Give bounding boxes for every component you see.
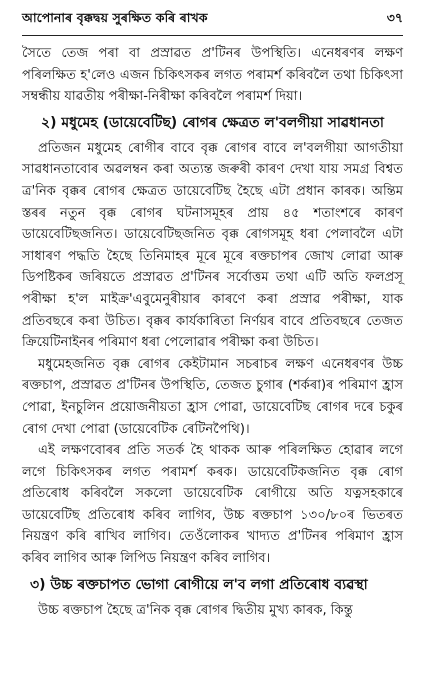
section-heading-2: ২) মধুমেহ (ডায়েবেটিছ) ৰোগৰ ক্ষেত্ৰত ল'বলগীয়া সাৱধানতা [41, 114, 384, 131]
header-title: আপোনাৰ বৃক্কদ্বয় সুৰক্ষিত কৰি ৰাখক [22, 10, 208, 25]
section-heading-3: ৩) উচ্চ ৰক্তচাপত ভোগা ৰোগীয়ে ল'ব লগা প্ৰতিৰোধ ব্যৱস্থা [30, 576, 368, 593]
paragraph-1: সৈতে তেজ পৰা বা প্ৰস্ৰাৱত প্ৰ'টিনৰ উপস্থিতি। এনেধৰণৰ লক্ষণ পৰিলক্ষিত হ'লেও এজন চিকিৎসকৰ লগত পৰামৰ্শ কৰিবলৈ তথা চিকিৎসা সম্বন্ধীয় যাৱতীয় পৰীক্ষা-নিৰীক্ষা কৰিবলৈ পৰামৰ্শ দিয়া। [22, 46, 403, 105]
header-rule [22, 35, 403, 36]
paragraph-4: এই লক্ষণবোৰৰ প্ৰতি সতৰ্ক হৈ থাকক আৰু পৰিলক্ষিত হোৱাৰ লগে লগে চিকিৎসকৰ লগত পৰামৰ্শ কৰক। ডায়েবেটিকজনিত বৃক্ক ৰোগ প্ৰতিৰোধ কৰিবলৈ সকলো ডায়েবেটিক ৰোগীয়ে অতি যত্নসহকাৰে ডায়েবেটিছ প্ৰতিৰোধ কৰিব লাগিব, উচ্চ ৰক্তচাপ ১৩০/৮০ৰ ভিতৰত নিয়ন্ত্ৰণ কৰি ৰাখিব লাগিব। তেওঁলোকৰ খাদ্যত প্ৰ'টিনৰ পৰিমাণ হ্ৰাস কৰিব লাগিব আৰু লিপিড নিয়ন্ত্ৰণ কৰিব লাগিব। [22, 443, 403, 567]
page-number: ৩৭ [386, 10, 403, 25]
running-header [22, 10, 403, 32]
paragraph-2: প্ৰতিজন মধুমেহ ৰোগীৰ বাবে বৃক্ক ৰোগৰ বাবে ল'বলগীয়া আগতীয়া সাৱধানতাবোৰ অৱলম্বন কৰা অত্যন্ত জৰুৰী কাৰণ দেখা যায় সমগ্ৰ বিশ্বত ত্ৰ'নিক বৃক্কৰ ৰোগৰ ক্ষেত্ৰত ডায়েবেটিছ হৈছে এটা প্ৰধান কাৰক। অন্তিম স্তৰৰ নতুন বৃক্ক ৰোগৰ ঘটনাসমূহৰ প্ৰায় ৪৫ শতাংশৰে কাৰণ ডায়েবেটিছজনিত। ডায়েবেটিছজনিত বৃক্ক ৰোগসমূহ ধৰা পেলাবলৈ এটা সাধাৰণ পদ্ধতি হৈছে তিনিমাহৰ মূৰে মূৰে ৰক্তচাপৰ জোখ লোৱা আৰু ডিপষ্টিকৰ জৰিয়তে প্ৰস্ৰাৱত প্ৰ'টিনৰ সৰ্বোত্তম তথা এটি অতি ফলপ্ৰসূ পৰীক্ষা হ'ল মাইক্ৰ'এবুমেনুৰীয়াৰ কাৰণে কৰা প্ৰস্ৰাৱ পৰীক্ষা, যাক প্ৰতিবছৰে কৰা উচিত। বৃক্কৰ কাৰ্যকাৰিতা নিৰ্ণয়ৰ বাবে প্ৰতিবছৰে তেজত ক্ৰিয়েটিনাইনৰ পৰিমাণ ধৰা পেলোৱাৰ পৰীক্ষা কৰা উচিত। [22, 140, 403, 351]
paragraph-3: মধুমেহজনিত বৃক্ক ৰোগৰ কেইটামান সচৰাচৰ লক্ষণ এনেধৰণৰ উচ্চ ৰক্তচাপ, প্ৰস্ৰাৱত প্ৰ'টিনৰ উপস্থিতি, তেজত চুগাৰ (শৰ্কৰা)ৰ পৰিমাণ হ্ৰাস পোৱা, ইনচুলিন প্ৰয়োজনীয়তা হ্ৰাস পোৱা, ডায়েবেটিছ ৰোগৰ দৰে চকুৰ ৰোগ দেখা পোৱা (ডায়েবেটিক ৰেটিনপৈথি)। [22, 356, 403, 437]
paragraph-5: উচ্চ ৰক্তচাপ হৈছে ত্ৰ'নিক বৃক্ক ৰোগৰ দ্বিতীয় মুখ্য কাৰক, কিন্তু [38, 602, 353, 618]
